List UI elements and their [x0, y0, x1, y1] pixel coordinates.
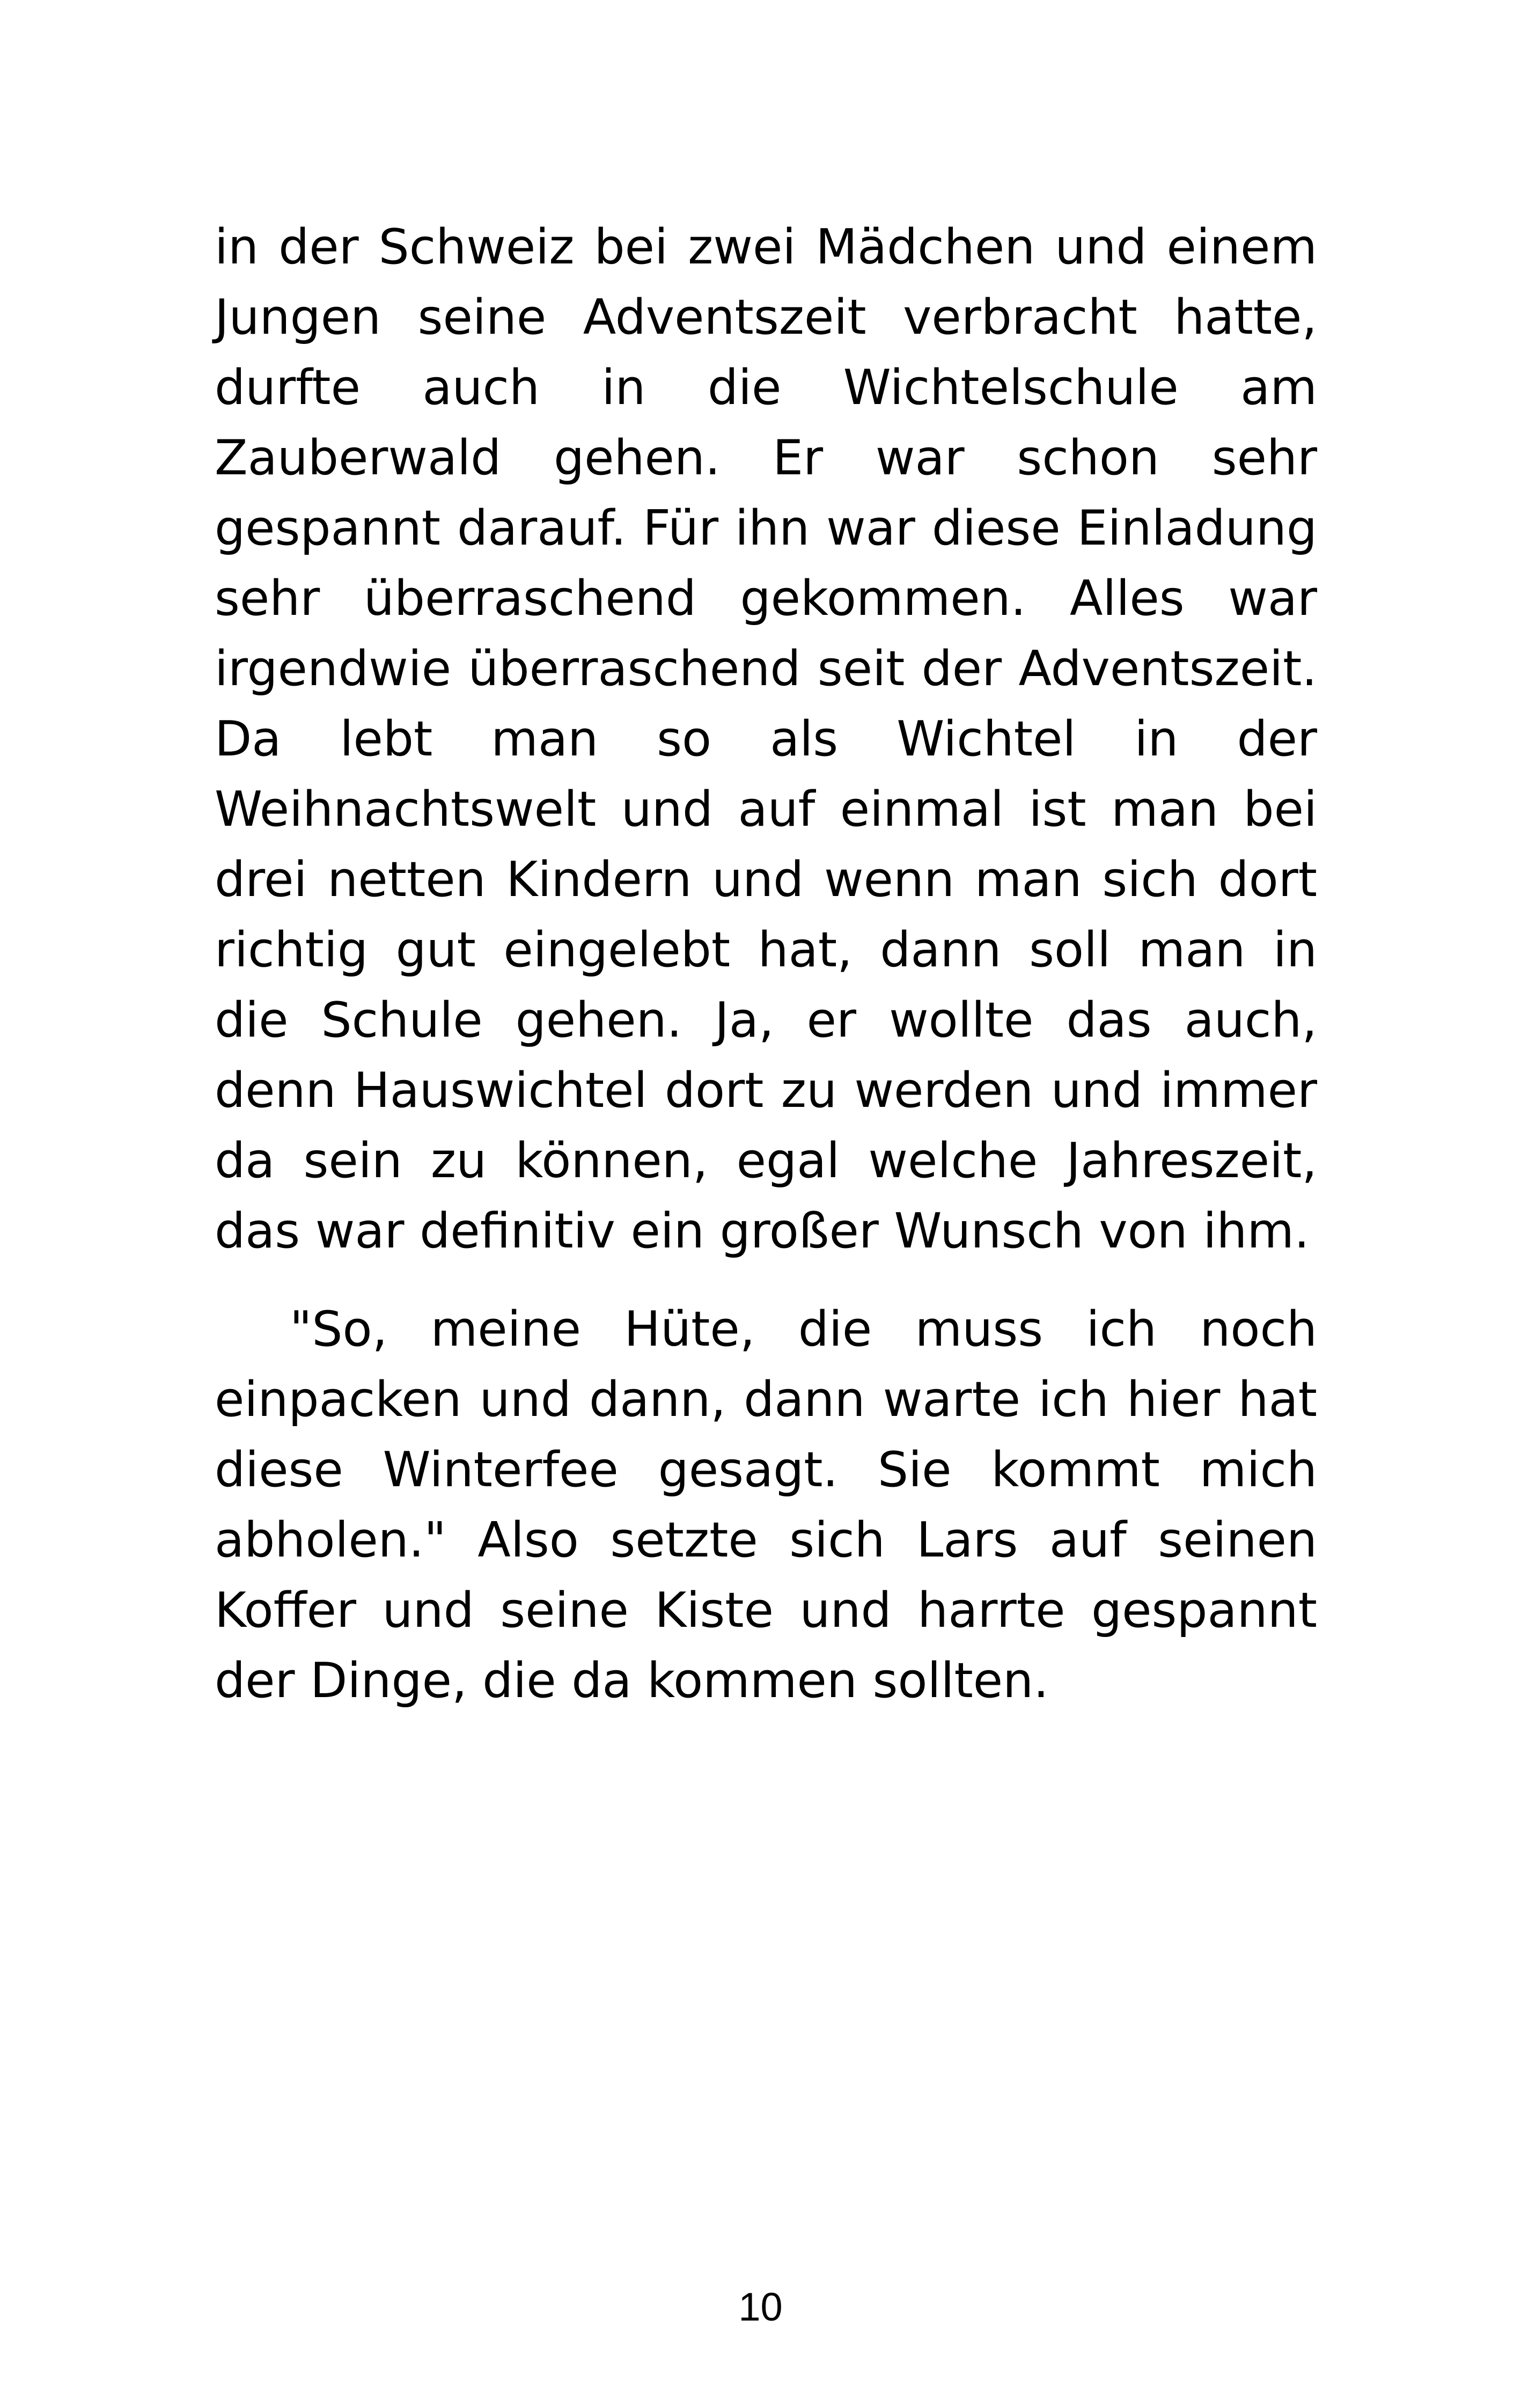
page-number: 10 — [738, 2285, 783, 2329]
paragraph: in der Schweiz bei zwei Mädchen und einem Jungen seine Adventszeit verbracht hatte, durfte auch in die Wichtelschule am Zauberwald gehen. Er war schon sehr gespannt darauf. Für ihn war diese Einladung sehr überraschend gekommen. Alles war irgendwie überraschend seit der Adventszeit. Da lebt man so als Wichtel in der Weihnachtswelt und auf einmal ist man bei drei netten Kindern und wenn man sich dort richtig gut eingelebt hat, dann soll man in die Schule gehen. Ja, er wollte das auch, denn Hauswichtel dort zu werden und immer da sein zu können, egal welche Jahreszeit, das war definitiv ein großer Wunsch von ihm. — [215, 219, 1317, 1259]
body-text — [215, 212, 1317, 1716]
paragraph: "So, meine Hüte, die muss ich noch einpacken und dann, dann warte ich hier hat diese Winterfee gesagt. Sie kommt mich abholen." Also setzte sich Lars auf seinen Koffer und seine Kiste und harrte gespannt der Dinge, die da kommen sollten. — [215, 1301, 1317, 1709]
